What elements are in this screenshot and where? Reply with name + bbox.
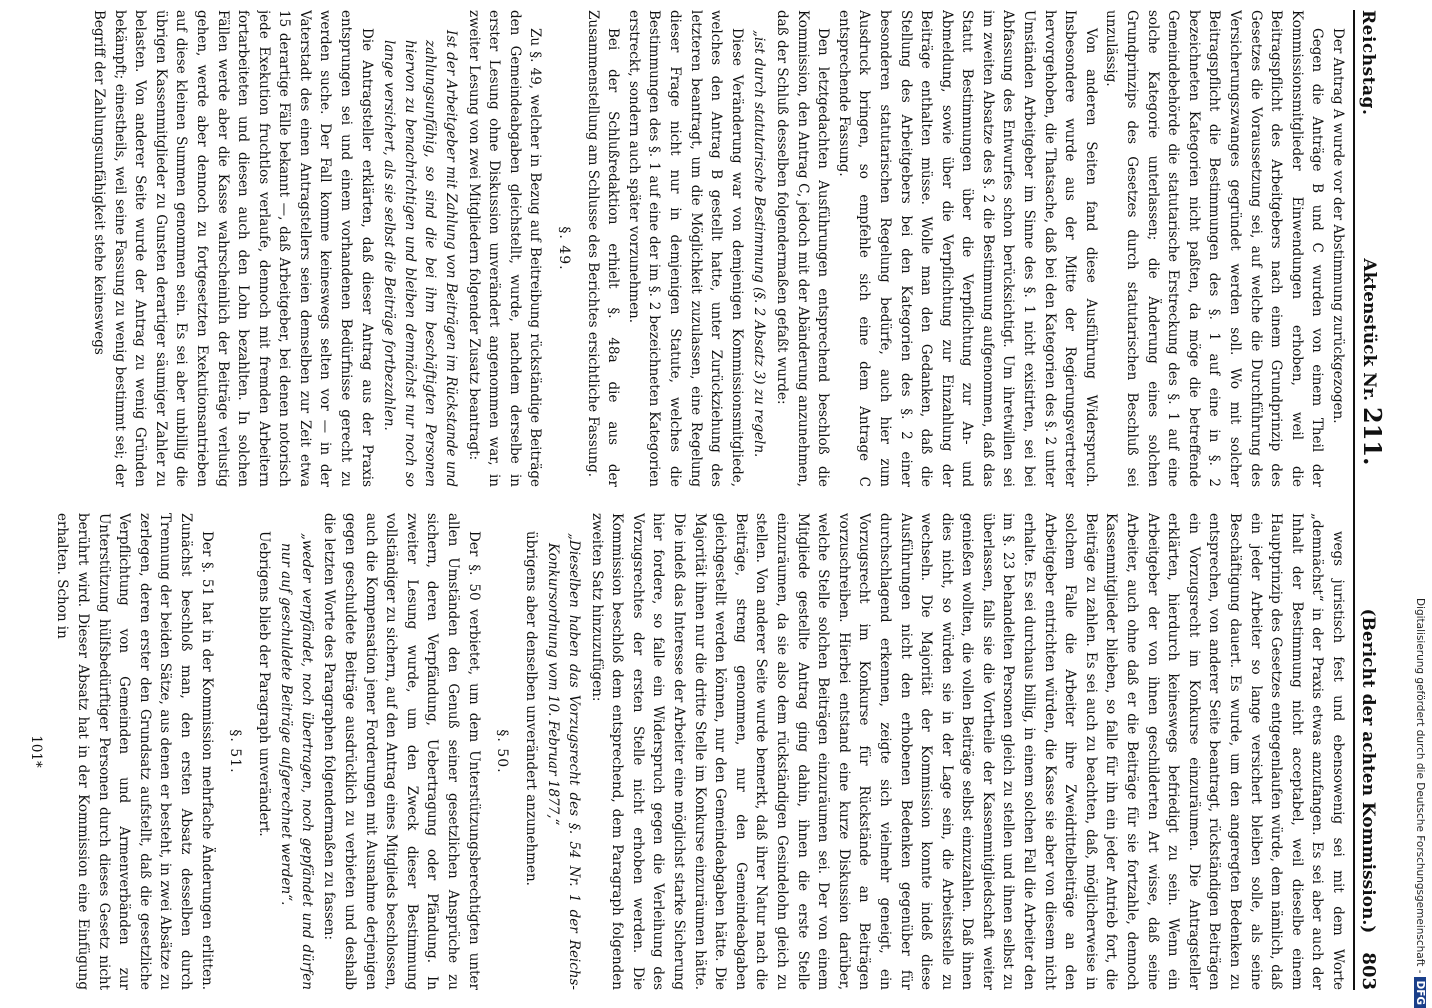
paragraph: Der §. 51 hat in der Kommission mehrfache Änderungen erlitten. Zunächst beschloß man, den ersten Absatz desselben durch Trennung der beiden Sätze, aus denen er besteht, in zwei Absätze zu zerlegen, deren erster den Grundsatz aufstellt, daß die gesetzliche Verpflichtung von Gemeinden und Armenverbänden zur Unterstützung hülfsbedürftiger Personen durch dieses Gesetz nicht berührt wird. Dieser Absatz hat in der Kommission eine Einfügung erhalten. Schon in [54, 513, 215, 990]
header-title [1358, 258, 1387, 465]
paragraph: Gegen die Anträge B und C wurden von einem Theil der Kommissionsmitglieder Einwendungen erhoben, weil die Beitragspflicht des Arbeitgebers nach einem Grundprinzip des Gesetzes die Voraussetzung sei, auf welche die Durchführung des Versicherungszwanges gegründet werden soll. Wo mit solcher Beitragspflicht die Bestimmungen des §. 1 auf eine in §. 2 bezeichneten Kategorien nicht paßten, da möge die betreffende Gemeindebehörde die statutarische Erstreckung des §. 1 auf eine solche Kategorie unterlassen; die Änderung eines solchen Grundprinzips des Gesetzes durch statutarischen Beschluß sei unzulässig. [1103, 10, 1326, 487]
text-columns [10, 10, 1348, 990]
digitization-credit-text [1408, 8, 1426, 1008]
right-column [10, 513, 1348, 990]
signature-mark: 101* [27, 735, 44, 768]
paragraph: Diese Veränderung war von demjenigen Kommissionsmitgliede, welches den Antrag B gestellt hatte, unter Zurückziehung des letzteren beantragt, um die Möglichkeit zuzulassen, eine Regelung dieser Frage nicht nur in demjenigen Statute, welches die Bestimmungen des §. 1 auf eine der im §. 2 bezeichneten Kategorien erstreckt, sondern auch später vorzunehmen. [625, 10, 745, 487]
page-number: 803 [1358, 952, 1379, 990]
paragraph: übrigens aber denselben unverändert anzunehmen. [522, 531, 539, 886]
paragraph: wegs juristisch fest und ebensowenig sei mit dem Worte „demnächst“ in der Praxis etwas anzufangen. Es sei aber auch der Inhalt der Bestimmung nicht acceptabel, weil dieselbe einem Hauptprinzip des Gesetzes entgegenlaufen würde, dem nämlich, daß ein jeder Arbeiter so lange versichert bleiben solle, als seine Beschäftigung dauert. Es wurde, um den angeregten Bedenken zu entsprechen, von anderer Seite beantragt, rückständigen Beiträgen ein Vorzugsrecht im Konkurse einzuräumen. Die Antragsteller erklärten, hierdurch keineswegs befriedigt zu sein. Wenn ein Arbeitgeber der von ihnen geschilderten Art wisse, daß seine Arbeiter, auch ohne daß er die Beiträge für sie fortzahle, dennoch Kassenmitglieder blieben, so falle für ihn ein jeder Antrieb fort, die Beiträge zu zahlen. Es sei auch zu beachten, daß, möglicherweise in solchem Falle die Arbeiter ihre Zweidrittelbeiträge an den Arbeitgeber entrichten würden, die Kasse sie aber von diesem nicht erhalte. Es sei durchaus billig, in einem solchen Fall die Arbeiter den im §. 23 behandelten Personen gleich zu stellen und ihnen selbst zu überlassen, falls sie die Vortheile der Kassenmitgliedschaft weiter genießen wollten, die vollen Beiträge selbst einzuzahlen. Daß ihnen dies nicht, so würden sie in der Lage sein, die Arbeitsstelle zu wechseln. Die Majorität der Kommission konnte indeß diese Ausführungen nicht den erhobenen Bedenken gegenüber für durchschlagend erkennen, zeigte sich vielmehr geneigt, ein Vorzugsrecht im Konkurse für Rückstände an Beiträgen vorzuschreiben. Hierbei entstand eine kurze Diskussion darüber, welche Stelle solchen Beiträgen einzuräumen sei. Der von einem Mitgliede gestellte Antrag ging dahin, ihnen die erste Stelle einzuräumen, da sie also dem rückständigen Gesindelohn gleich zu stellen. Von anderer Seite wurde bemerkt, daß ihrer Natur nach die Beiträge, streng genommen, nur den Gemeindeabgaben gleichgestellt werden können, nur den Gemeindeabgaben hätte. Die Majorität ihnen nur die dritte Stelle im Konkurse einzuräumen hätte. Die indeß das Interesse der Arbeiter eine möglichst starke Sicherung hier fordere, so falle ein Widerspruch gegen die Verleihung des Vorzugsrechtes der ersten Stelle nicht erhoben werden. Die Kommission beschloß dem entsprechend, dem Paragraph folgenden zweiten Satz hinzuzufügen: [588, 513, 1346, 990]
header-left: Reichstag. [1358, 10, 1378, 116]
quoted-text: Ist der Arbeitgeber mit Zahlung von Beiträgen im Rückstande und zahlungsunfähig, so sind die bei ihm beschäftigten Personen hiervon zu benachrichtigen und bleiben demnächst nur noch so lange versichert, als sie selbst die Beiträge fortbezahlen. [381, 30, 460, 487]
page-header [1353, 10, 1398, 990]
dfg-logo: DFG [1414, 977, 1426, 1008]
paragraph: Zu §. 49, welcher in Bezug auf Beitreibung rückständige Beiträge den Gemeindeabgaben gleichstellt, wurde, nachdem derselbe in erster Lesung ohne Diskussion unverändert angenommen war, in zweiter Lesung von zwei Mitgliedern folgender Zusatz beantragt: [465, 10, 544, 487]
paragraph: Der §. 50 verbietet, um dem Unterstützungsberechtigten unter allen Umständen den Genuß seiner gesetzlichen Ansprüche zu sichern, deren Verpfändung, Uebertragung oder Pfändung. In zweiter Lesung wurde, um den Zweck dieser Bestimmung vollständiger zu sichern, auf den Antrag eines Mitglieds beschlossen, auch die Kompensation jener Forderungen mit Ausnahme derjenigen gegen geschuldete Beiträge ausdrücklich zu verbieten und deshalb die letzten Worte des Paragraphen folgendermaßen zu fassen: [321, 513, 482, 990]
credit-text: Digitalisierung gefördert durch die Deutsche Forschungsgemeinschaft - [1414, 597, 1426, 974]
paragraph: Den letztgedachten Ausführungen entsprechend beschloß die Kommission, den Antrag C, jedoch mit der Abänderung anzunehmen, daß der Schluß desselben folgendermaßen gefaßt wurde: [773, 10, 832, 487]
left-column [10, 10, 1348, 487]
digitization-credit [1402, 0, 1430, 1005]
header-doc-number: 211. [1358, 407, 1387, 466]
paragraph: Der Antrag A wurde vor der Abstimmung zurückgezogen. [1330, 28, 1346, 424]
header-doc-label: Aktenstück Nr. [1359, 258, 1379, 402]
quoted-text: „ist durch statutarische Bestimmung (§. 2 Absatz 3) zu regeln. [751, 30, 768, 458]
quoted-text: „weder verpfändet, noch übertragen, noch gepfändet und dürfen nur auf geschuldete Beiträge aufgerechnet werden“. [278, 533, 315, 990]
quoted-text: „Dieselben haben das Vorzugsrecht des §. 54 Nr. 1 der Reichs-Konkursordnung vom 10. Februar 1877,“ [545, 533, 583, 990]
section-heading: §. 51. [227, 729, 244, 774]
section-heading: §. 49. [556, 226, 573, 271]
paragraph: Uebrigens blieb der Paragraph unverändert. [255, 531, 272, 837]
paragraph: Die Antragsteller erklärten, daß dieser Antrag aus der Praxis entsprungen sei und einem vorhandenen Bedürfnisse gerecht zu werden suche. Der Fall komme keineswegs selten vor — in der Vaterstadt des einen Antragstellers seien demselben zur Zeit etwa 15 derartige Fälle bekannt —, daß Arbeitgeber, bei denen notorisch jede Exekution fruchtlos verlaufe, dennoch mit fremden Arbeitern fortarbeiteten und diesen auch den Lohn bezahlten. In solchen Fällen werde aber die Kasse wahrscheinlich der Beiträge verlustig gehen, werde aber dennoch zu fortgesetzten Exekutionsantrieben auf diese kleinen Summen genommen sein. Es sei aber unbillig die übrigen Kassenmitglieder zu Gunsten derartiger säumiger Zahler zu belasten. Von anderer Seite wurde der Antrag zu wenig Gründen bekämpft; einestheils, weil seine Fassung zu wenig bestimmt sei; der Begriff der Zahlungsunfähigkeit stehe keineswegs [90, 10, 375, 487]
paragraph: Von anderen Seiten fand diese Ausführung Widerspruch. Insbesondere wurde aus der Mitte der Regierungsvertreter hervorgehoben, die Thatsache, daß bei den Kategorien des §. 2 unter Umständen Arbeitgeber im Sinne des §. 1 nicht existirten, sei bei Abfassung des Entwurfes schon berücksichtigt. Um ihretwillen sei im zweiten Absatze des §. 2 die Bestimmung aufgenommen, daß das Statut Bestimmungen über die Verpflichtung zur An- und Abmeldung, sowie über die Verpflichtung zur Einzahlung der Beiträge enthalten müsse. Wolle man den Gedanken, daß die Stellung des Arbeitgebers bei den Kategorien des §. 2 einer besonderen statutarischen Regelung bedürfe, auch hier zum Ausdruck bringen, so empfehle sich eine dem Antrage C entsprechende Fassung. [835, 10, 1099, 487]
section-heading: §. 50. [494, 729, 511, 774]
header-right-group [1358, 609, 1379, 990]
paragraph: Bei der Schlußredaktion erhielt §. 48a die aus der Zusammenstellung am Schlusse des Berichtes ersichtliche Fassung. [584, 10, 622, 487]
header-right: (Bericht der achten Kommission.) [1358, 608, 1378, 934]
